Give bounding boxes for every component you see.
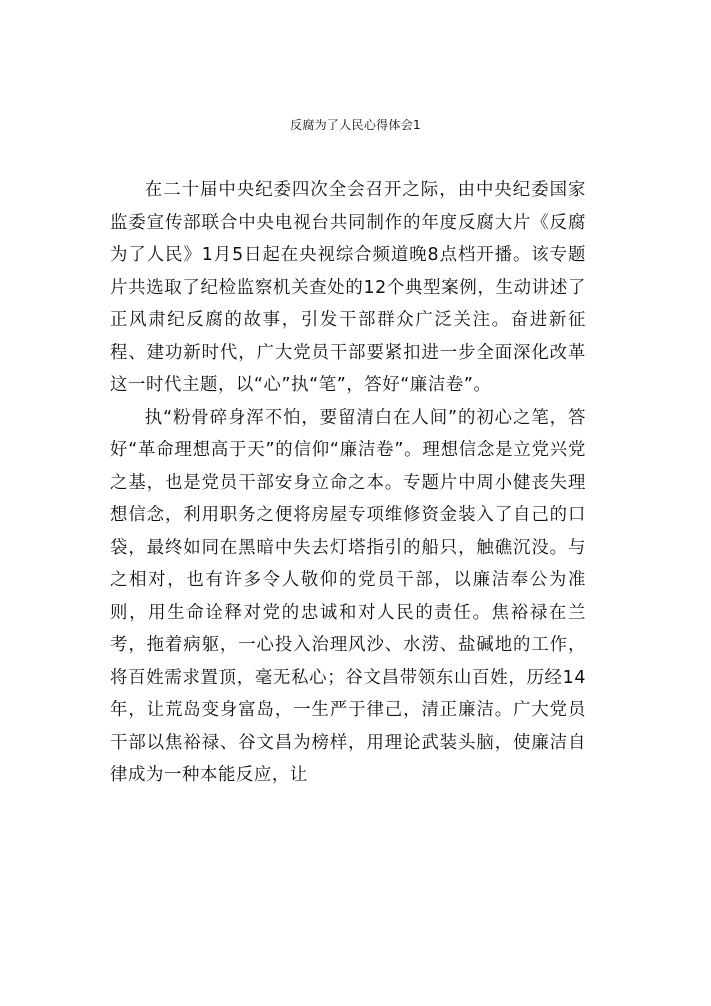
paragraph-1: 在二十届中央纪委四次全会召开之际，由中央纪委国家监委宣传部联合中央电视台共同制作的年度反腐大片《反腐为了人民》1月5日起在央视综合频道晚8点档开播。该专题片共选取了纪检监察机关查处的12个典型案例，生动讲述了正风肃纪反腐的故事，引发干部群众广泛关注。奋进新征程、建功新时代，广大党员干部要紧扣进一步全面深化改革这一时代主题，以“心”执“笔”，答好“廉洁卷”。 xyxy=(110,180,586,395)
document-body xyxy=(110,174,586,792)
paragraph-2: 执“粉骨碎身浑不怕，要留清白在人间”的初心之笔，答好“革命理想高于天”的信仰“廉洁卷”。理想信念是立党兴党之基，也是党员干部安身立命之本。专题片中周小健丧失理想信念，利用职务之便将房屋专项维修资金装入了自己的口袋，最终如同在黑暗中失去灯塔指引的船只，触礁沉没。与之相对，也有许多令人敬仰的党员干部，以廉洁奉公为准则，用生命诠释对党的忠诚和对人民的责任。焦裕禄在兰考，拖着病躯，一心投入治理风沙、水涝、盐碱地的工作，将百姓需求置顶，毫无私心；谷文昌带领东山百姓，历经14年，让荒岛变身富岛，一生严于律己，清正廉洁。广大党员干部以焦裕禄、谷文昌为榜样，用理论武装头脑，使廉洁自律成为一种本能反应，让 xyxy=(110,407,586,785)
document-title: 反腐为了人民心得体会1 xyxy=(290,118,421,132)
